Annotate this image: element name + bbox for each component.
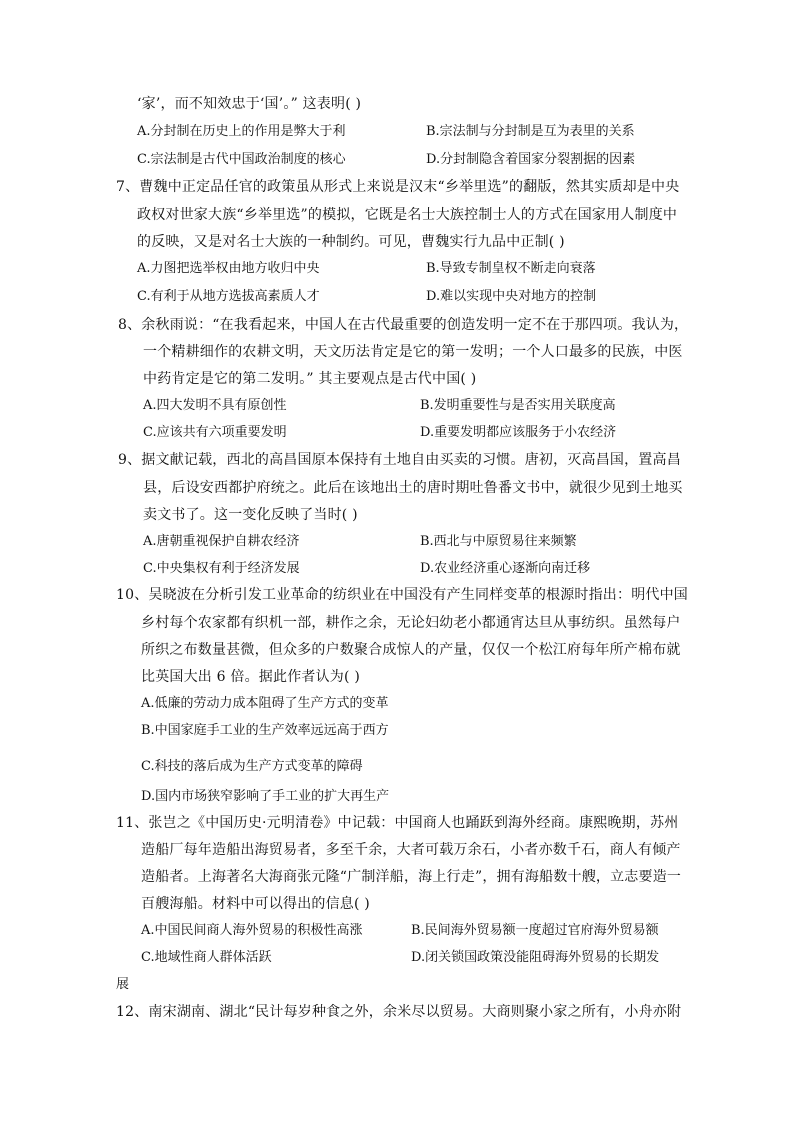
q7-stem-line-2: 政权对世家大族“乡举里选”的模拟，它既是名士大族控制士人的方式在国家用人制度中 [137,207,678,223]
q8-option-b: B.发明重要性与是否实用关联度高 [420,398,616,413]
q10-option-b: B.中国家庭手工业的生产效率远远高于西方 [141,723,389,738]
q11-option-a: A.中国民间商人海外贸易的积极性高涨 [141,923,363,938]
q8-stem-line-2: 一个精耕细作的农耕文明，天文历法肯定是它的第一发明；一个人口最多的民族，中医 [143,344,683,360]
q8-stem-line-3: 中药肯定是它的第二发明。” 其主要观点是古代中国( ) [143,371,477,387]
q11-option-d-wrap: 展 [116,977,130,992]
q9-stem-line-1: 9、据文献记载，西北的高昌国原本保持有土地自由买卖的习惯。唐初，灭高昌国，置高昌 [118,452,681,468]
q10-stem-line-3: 所织之布数量甚微，但众多的户数聚合成惊人的产量，仅仅一个松江府每年所产棉布就 [141,642,681,658]
q7-option-a: A.力图把选举权由地方收归中央 [137,261,320,276]
q11-stem-line-4: 百艘海船。材料中可以得出的信息( ) [141,896,370,912]
q7-option-b: B.导致专制皇权不断走向衰落 [426,261,596,276]
q9-option-c: C.中央集权有利于经济发展 [143,561,300,576]
q10-stem-line-1: 10、吴晓波在分析引发工业革命的纺织业在中国没有产生同样变革的根源时指出：明代中国 [116,587,689,603]
q8-option-a: A.四大发明不具有原创性 [143,398,287,413]
q11-option-c: C.地域性商人群体活跃 [141,950,272,965]
q6-option-d: D.分封制隐含着国家分裂割据的因素 [426,152,636,167]
q6-option-c: C.宗法制是古代中国政治制度的核心 [137,152,346,167]
q11-option-d: D.闭关锁国政策没能阻碍海外贸易的长期发 [411,950,660,965]
q11-stem-line-3: 造船者。上海著名大海商张元隆“广制洋船，海上行走”，拥有海船数十艘，立志要造一 [141,869,682,885]
q10-option-d: D.国内市场狭窄影响了手工业的扩大再生产 [141,789,390,804]
q6-option-b: B.宗法制与分封制是互为表里的关系 [426,124,635,139]
q7-stem-line-3: 的反映，又是对名士大族的一种制约。可见，曹魏实行九品中正制( ) [137,234,565,250]
q8-option-c: C.应该共有六项重要发明 [143,425,287,440]
q11-stem-line-1: 11、张岂之《中国历史·元明清卷》中记载：中国商人也踊跃到海外经商。康熙晚期，苏州 [116,815,679,831]
q9-option-b: B.西北与中原贸易往来频繁 [420,534,577,549]
q9-stem-line-3: 卖文书了。这一变化反映了当时( ) [143,507,358,523]
q11-option-b: B.民间海外贸易额一度超过官府海外贸易额 [411,923,659,938]
q6-stem-continuation: ‘家’，而不知效忠于‘国’。” 这表明( ) [137,96,362,112]
q9-stem-line-2: 县，后设安西都护府统之。此后在该地出土的唐时期吐鲁番文书中，就很少见到土地买 [143,480,683,496]
q7-stem-line-1: 7、曹魏中正定品任官的政策虽从形式上来说是汉末“乡举里选”的翻版，然其实质却是中央 [116,179,680,195]
q10-option-c: C.科技的落后成为生产方式变革的障碍 [141,759,363,774]
q12-stem-line-1: 12、南宋湖南、湖北“民计每岁种食之外，余米尽以贸易。大商则聚小家之所有，小舟亦附 [116,1004,682,1020]
q8-stem-line-1: 8、余秋雨说：“在我看起来，中国人在古代最重要的创造发明一定不在于那四项。我认为， [118,317,689,333]
q9-option-a: A.唐朝重视保护自耕农经济 [143,534,300,549]
q7-option-d: D.难以实现中央对地方的控制 [426,289,597,304]
q9-option-d: D.农业经济重心逐渐向南迁移 [420,561,591,576]
q8-option-d: D.重要发明都应该服务于小农经济 [420,425,617,440]
q10-stem-line-4: 比英国大出 6 倍。据此作者认为( ) [141,669,360,685]
q11-stem-line-2: 造船厂每年造船出海贸易者，多至千余，大者可载万余石，小者亦数千石，商人有倾产 [141,842,681,858]
q7-option-c: C.有利于从地方选拔高素质人才 [137,289,320,304]
q10-stem-line-2: 乡村每个农家都有织机一部，耕作之余，无论妇幼老小都通宵达旦从事纺织。虽然每户 [141,615,681,631]
q10-option-a: A.低廉的劳动力成本阻碍了生产方式的变革 [141,696,389,711]
q6-option-a: A.分封制在历史上的作用是弊大于利 [137,124,346,139]
